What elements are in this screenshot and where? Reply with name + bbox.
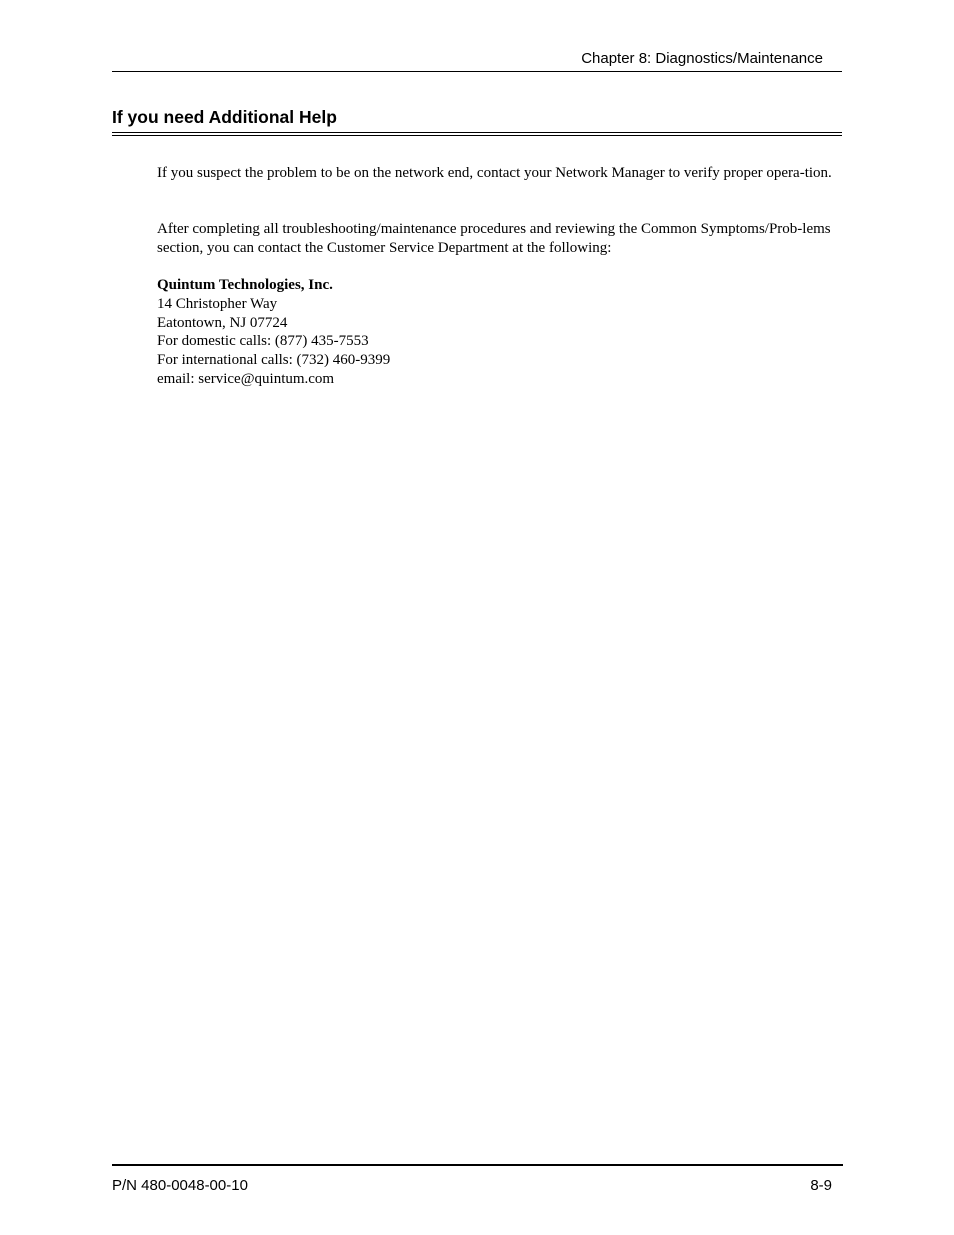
street-address: 14 Christopher Way — [157, 295, 278, 312]
international-phone: For international calls: (732) 460-9399 — [157, 352, 391, 369]
page-header — [112, 49, 842, 72]
page-number: 8-9 — [810, 1177, 832, 1194]
section-heading: If you need Additional Help — [112, 107, 337, 127]
domestic-phone: For domestic calls: (877) 435-7553 — [157, 333, 369, 350]
paragraph-contact-service: After completing all troubleshooting/maintenance procedures and reviewing the Common Symptoms/Prob-lems section, you can contact the Customer Service Department at the following: — [157, 221, 831, 256]
chapter-title: Chapter 8: Diagnostics/Maintenance — [581, 50, 823, 67]
page-footer — [112, 1164, 843, 1196]
heading-double-rule — [112, 132, 842, 136]
support-email: email: service@quintum.com — [157, 370, 335, 387]
city-state-zip: Eatontown, NJ 07724 — [157, 314, 288, 331]
contact-block — [157, 276, 390, 389]
company-name: Quintum Technologies, Inc. — [157, 277, 333, 293]
paragraph-network-problem: If you suspect the problem to be on the network end, contact your Network Manager to verify proper opera-tion. — [157, 165, 832, 181]
part-number: P/N 480-0048-00-10 — [112, 1177, 248, 1194]
